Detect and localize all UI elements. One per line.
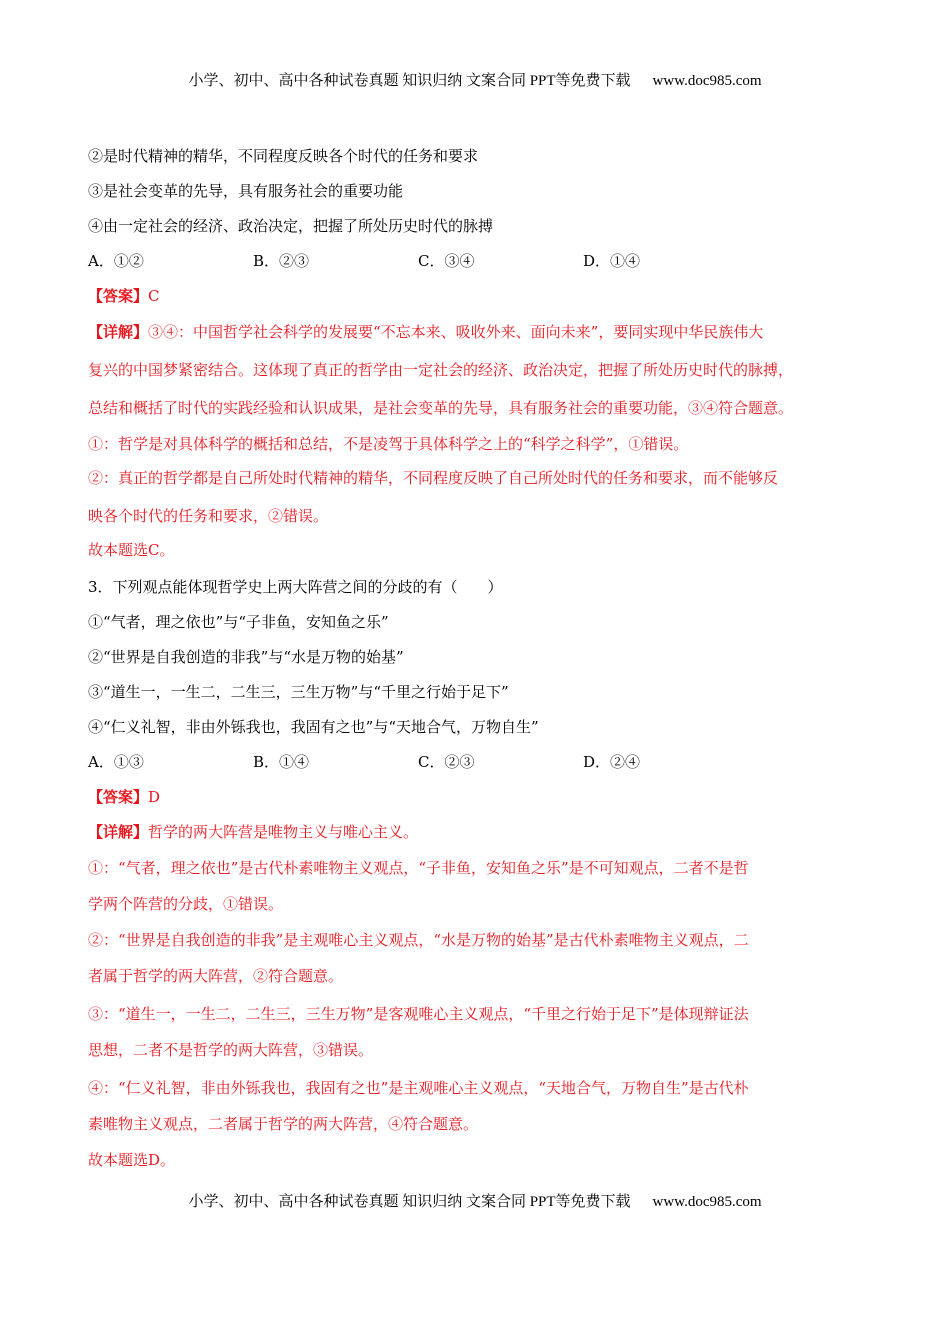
q3-statement-1: ①“气者，理之依也”与“子非鱼，安知鱼之乐” — [88, 613, 389, 631]
q3-option-d: D．②④ — [583, 753, 641, 771]
detail-text: 哲学的两大阵营是唯物主义与唯心主义。 — [148, 823, 419, 841]
q2-detail-line: 映各个时代的任务和要求，②错误。 — [88, 507, 329, 525]
q3-detail-line: 素唯物主义观点，二者属于哲学的两大阵营，④符合题意。 — [88, 1115, 479, 1133]
q2-option-a: A．①② — [88, 252, 144, 270]
answer-value: D — [148, 788, 161, 806]
header-text: 小学、初中、高中各种试卷真题 知识归纳 文案合同 PPT等免费下载 — [188, 73, 631, 89]
q2-statement-2: ②是时代精神的精华，不同程度反映各个时代的任务和要求 — [88, 147, 479, 165]
answer-tag: 【答案】 — [88, 287, 149, 305]
q3-detail-line: ③：“道生一，一生二，二生三，三生万物”是客观唯心主义观点，“千里之行始于足下”是体现辩证法 — [88, 1005, 749, 1023]
q3-option-b: B．①④ — [253, 753, 310, 771]
q3-detail-line — [88, 822, 418, 842]
q2-detail-line: 复兴的中国梦紧密结合。这体现了真正的哲学由一定社会的经济、政治决定，把握了所处历史时代的脉搏， — [88, 361, 794, 379]
q3-detail-line: ④：“仁义礼智，非由外铄我也，我固有之也”是主观唯心主义观点，“天地合气，万物自生”是古代朴 — [88, 1079, 749, 1097]
q3-detail-line: 思想，二者不是哲学的两大阵营，③错误。 — [88, 1041, 374, 1059]
q3-question: 3．下列观点能体现哲学史上两大阵营之间的分歧的有（ ） — [88, 578, 503, 596]
q2-detail-line — [88, 322, 763, 342]
q2-statement-3: ③是社会变革的先导，具有服务社会的重要功能 — [88, 182, 404, 200]
footer-text: 小学、初中、高中各种试卷真题 知识归纳 文案合同 PPT等免费下载 — [188, 1194, 631, 1210]
q2-detail-line: ②：真正的哲学都是自己所处时代精神的精华，不同程度反映了自己所处时代的任务和要求，而不能够反 — [88, 469, 779, 487]
q2-detail-line: ①：哲学是对具体科学的概括和总结，不是凌驾于具体科学之上的“科学之科学”，①错误。 — [88, 435, 689, 453]
q3-statement-3: ③“道生一，一生二，二生三，三生万物”与“千里之行始于足下” — [88, 683, 509, 701]
answer-tag: 【答案】 — [88, 788, 149, 806]
answer-value: C — [148, 287, 160, 305]
detail-text: ③④：中国哲学社会科学的发展要“不忘本来、吸收外来、面向未来”，要同实现中华民族伟大 — [148, 323, 764, 341]
q2-option-b: B．②③ — [253, 252, 310, 270]
q3-statement-2: ②“世界是自我创造的非我”与“水是万物的始基” — [88, 648, 404, 666]
q2-answer — [88, 286, 160, 306]
q2-statement-4: ④由一定社会的经济、政治决定，把握了所处历史时代的脉搏 — [88, 217, 494, 235]
page-header — [0, 69, 950, 90]
q3-statement-4: ④“仁义礼智，非由外铄我也，我固有之也”与“天地合气，万物自生” — [88, 718, 539, 736]
detail-tag: 【详解】 — [88, 323, 149, 341]
q3-conclusion: 故本题选D。 — [88, 1151, 176, 1169]
q3-detail-line: 者属于哲学的两大阵营，②符合题意。 — [88, 967, 344, 985]
q2-conclusion: 故本题选C。 — [88, 541, 175, 559]
q3-detail-line: ②：“世界是自我创造的非我”是主观唯心主义观点，“水是万物的始基”是古代朴素唯物主义观点，二 — [88, 931, 749, 949]
detail-tag: 【详解】 — [88, 823, 149, 841]
q3-detail-line: 学两个阵营的分歧，①错误。 — [88, 895, 284, 913]
footer-url: www.doc985.com — [652, 1194, 762, 1210]
q2-option-d: D．①④ — [583, 252, 641, 270]
header-url: www.doc985.com — [652, 73, 762, 89]
page-footer — [0, 1190, 950, 1211]
q3-answer — [88, 787, 160, 807]
q2-detail-line: 总结和概括了时代的实践经验和认识成果，是社会变革的先导，具有服务社会的重要功能，③④符合题意。 — [88, 399, 794, 417]
q3-option-c: C．②③ — [418, 753, 475, 771]
q3-option-a: A．①③ — [88, 753, 144, 771]
q3-detail-line: ①：“气者，理之依也”是古代朴素唯物主义观点，“子非鱼，安知鱼之乐”是不可知观点，二者不是哲 — [88, 859, 749, 877]
q2-option-c: C．③④ — [418, 252, 475, 270]
